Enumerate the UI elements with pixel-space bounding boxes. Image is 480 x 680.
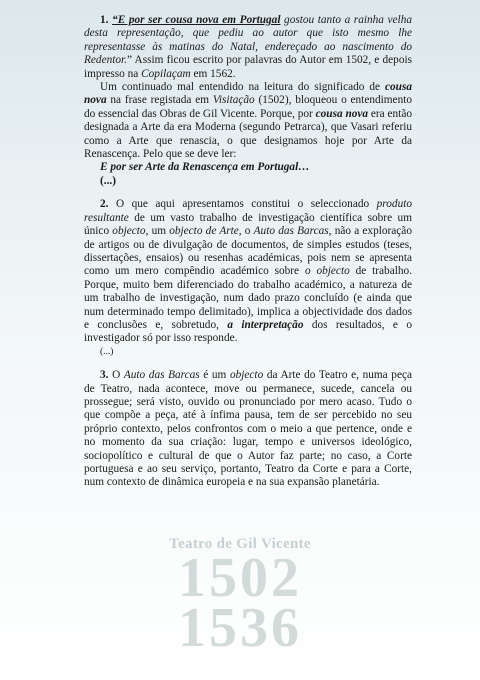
term-o-objecto: o objecto — [304, 265, 350, 278]
text-run: , o — [238, 225, 254, 238]
spacer — [84, 188, 412, 198]
section-number: 3. — [100, 369, 109, 382]
text-run: é um — [199, 369, 230, 382]
term-produto-resultante: produto resultante — [84, 198, 412, 224]
section-number: 2. — [100, 198, 109, 211]
section-2-paragraph — [84, 198, 412, 345]
term-objecto: objecto — [112, 225, 146, 238]
section-1-ellipsis: (...) — [100, 174, 116, 187]
auto-das-barcas-title: Auto das Barcas — [253, 225, 329, 238]
quote-text: gostou tanto a rainha velha desta representação, que pediu ao autor que isto mesmo lhe representasse às matinas do Natal, endereçado ao nascimento do Redentor. — [84, 14, 412, 67]
quote-source-text: ” Assim ficou escrito por palavras do Autor em 1502, e depois impresso na — [84, 54, 412, 80]
term-cousa-nova: cousa nova — [315, 107, 369, 120]
text-run: era então designada a Arte da era Moderna (segundo Petrarca), que Vasari referiu como a Arte que renascia, o que designamos hoje por Arte da Renascença. Pelo que se deve ler: — [84, 107, 412, 161]
quote-source-end: em 1562. — [190, 67, 236, 80]
text-run: de um vasto trabalho de investigação científica sobre um único — [84, 211, 412, 238]
text-run: (1502), bloqueou o entendimento do essencial das Obras de Gil Vicente. Porque, por — [84, 94, 413, 120]
footer-title: Teatro de Gil Vicente — [169, 536, 311, 552]
section-1-paragraph-2 — [84, 81, 412, 161]
text-run: de trabalho. Porque, muito bem diferenciado do trabalho académico, a natureza de um trabalho de investigação, num dado prazo concluído (e ainda que num determinado tempo delimitado), implica a objectividade dos dados e conclusões e, sobretudo, — [84, 265, 412, 331]
document-body — [84, 14, 412, 490]
text-run: O que aqui apresentamos constitui o seleccionado — [108, 198, 377, 211]
year-end: 1536 — [178, 597, 302, 659]
auto-das-barcas-title: Auto das Barcas — [123, 369, 200, 382]
visitacao-title: Visitação — [212, 94, 255, 107]
text-run: , um — [145, 225, 170, 238]
text-run: Um continuado mal entendido na leitura do significado de — [100, 81, 385, 94]
term-interpretacao: a interpretação — [227, 318, 304, 331]
section-1-conclusion: E por ser Arte da Renascença em Portugal… — [100, 161, 310, 174]
section-3-paragraph — [84, 369, 412, 490]
text-run: , não a exploração de artigos ou de divulgação de documentos, de simples estudos (teses, dissertações, ensaios) ou resenhas académicas, pois nem se apresenta como um mero compêndio académico sobre — [84, 225, 412, 278]
section-number: 1. — [100, 14, 109, 26]
spacer — [84, 359, 412, 369]
term-cousa-nova: cousa nova — [84, 81, 412, 107]
section-1-quote — [84, 14, 412, 81]
term-objecto: objecto — [229, 369, 264, 382]
footer-logo — [0, 536, 480, 659]
text-run: dos resultados, e o investigador só por isso responde. — [84, 318, 412, 345]
quote-underlined: “E por ser cousa nova em Portugal — [112, 14, 281, 26]
term-objecto-de-arte: objecto de Arte — [169, 225, 239, 238]
section-2-ellipsis: (...) — [100, 346, 114, 357]
text-run: da Arte do Teatro e, numa peça de Teatro, nada acontece, move ou permanece, sucede, cancela ou prossegue; será visto, ouvido ou pronunciado por mero acaso. Tudo o que compõe a peça, até à ínfima pausa, tem de ser percebido no seu próprio contexto, pelos confrontos com o meio a que pertence, onde e no momento da sua criação: lugar, tempo e universos ideológico, sociopolítico e cultural de que o Autor faz parte; no caso, a Corte portuguesa e ao seu serviço, portanto, Teatro da Corte e para a Corte, num contexto de dinâmica europeia e na sua expansão planetária. — [84, 369, 412, 489]
year-start: 1502 — [178, 547, 302, 609]
copilacam-title: Copilaçam — [141, 67, 191, 80]
text-run: O — [108, 369, 124, 382]
text-run: na frase registada em — [106, 94, 213, 107]
